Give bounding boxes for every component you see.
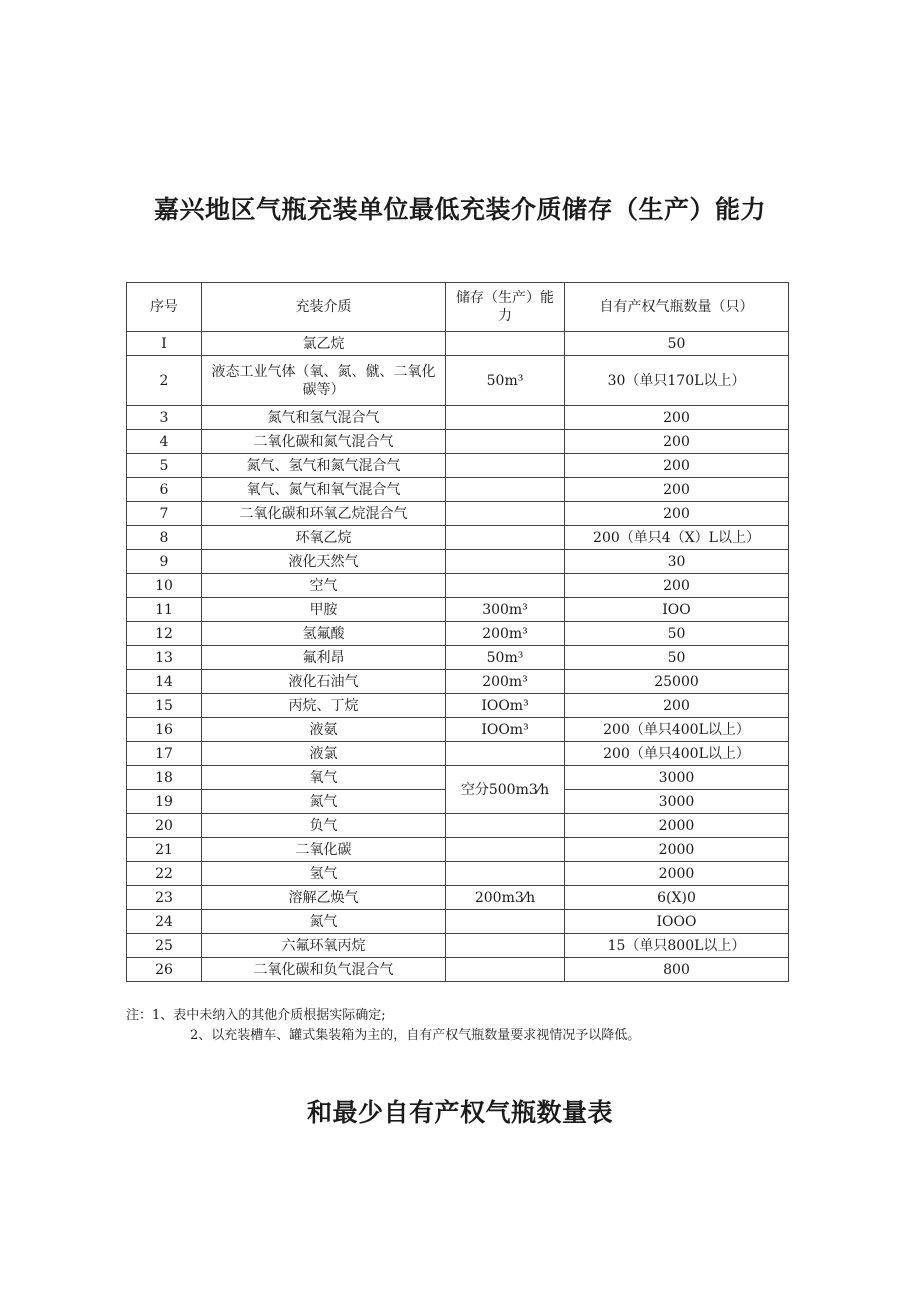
cell-medium: 氟利昂: [202, 646, 446, 670]
cell-count: 3000: [565, 790, 789, 814]
cell-no: 14: [127, 670, 202, 694]
header-count: 自有产权气瓶数量（只）: [565, 283, 789, 332]
table-row: [127, 814, 789, 838]
cell-count: 800: [565, 958, 789, 982]
table-row: [127, 886, 789, 910]
table-row: [127, 862, 789, 886]
table-row: [127, 766, 789, 790]
cell-medium: 氮气、氢气和氮气混合气: [202, 454, 446, 478]
cell-count: 25000: [565, 670, 789, 694]
cell-medium: 液化石油气: [202, 670, 446, 694]
cell-medium: 液态工业气体（氧、氮、僦、二氧化碳等）: [202, 356, 446, 406]
cell-count: IOO: [565, 598, 789, 622]
cell-no: 22: [127, 862, 202, 886]
cell-capacity: 空分500m3⁄h: [446, 766, 565, 814]
cell-capacity: 200m3⁄h: [446, 886, 565, 910]
cell-capacity: [446, 838, 565, 862]
table-row: [127, 646, 789, 670]
cell-medium: 溶解乙焕气: [202, 886, 446, 910]
cell-capacity: [446, 742, 565, 766]
cell-no: 7: [127, 502, 202, 526]
cell-count: 30: [565, 550, 789, 574]
cell-count: 2000: [565, 814, 789, 838]
cell-no: 16: [127, 718, 202, 742]
table-row: [127, 742, 789, 766]
cell-count: 2000: [565, 838, 789, 862]
cell-capacity: [446, 862, 565, 886]
note-2: 2、以充装槽车、罐式集装箱为主的，自有产权气瓶数量要求视情况予以降低。: [190, 1028, 641, 1043]
cell-count: 6(X)0: [565, 886, 789, 910]
cell-no: 3: [127, 406, 202, 430]
cell-capacity: 300m³: [446, 598, 565, 622]
cell-capacity: IOOm³: [446, 694, 565, 718]
cell-count: 3000: [565, 766, 789, 790]
cell-capacity: [446, 502, 565, 526]
cell-count: 200: [565, 574, 789, 598]
table-row: [127, 332, 789, 356]
cell-capacity: [446, 430, 565, 454]
header-medium: 充装介质: [202, 283, 446, 332]
cell-capacity: 200m³: [446, 670, 565, 694]
cell-capacity: [446, 550, 565, 574]
header-no: 序号: [127, 283, 202, 332]
cell-no: 6: [127, 478, 202, 502]
cell-count: IOOO: [565, 910, 789, 934]
cell-no: 25: [127, 934, 202, 958]
cell-count: 200: [565, 454, 789, 478]
cell-count: 200（单只400L以上）: [565, 718, 789, 742]
cell-medium: 环氧乙烷: [202, 526, 446, 550]
cell-medium: 二氧化碳和环氧乙烷混合气: [202, 502, 446, 526]
cell-capacity: [446, 454, 565, 478]
cell-no: 10: [127, 574, 202, 598]
cell-no: 9: [127, 550, 202, 574]
cell-capacity: [446, 934, 565, 958]
cell-medium: 二氧化碳: [202, 838, 446, 862]
table-row: [127, 694, 789, 718]
cell-capacity: [446, 478, 565, 502]
cell-medium: 六氟环氧丙烷: [202, 934, 446, 958]
table-row: [127, 958, 789, 982]
cell-count: 200: [565, 430, 789, 454]
cell-medium: 负气: [202, 814, 446, 838]
cell-medium: 氮气: [202, 910, 446, 934]
table-row: [127, 670, 789, 694]
cell-no: 21: [127, 838, 202, 862]
cell-count: 50: [565, 622, 789, 646]
cell-no: 5: [127, 454, 202, 478]
cell-count: 2000: [565, 862, 789, 886]
cell-medium: 氯乙烷: [202, 332, 446, 356]
cell-no: 24: [127, 910, 202, 934]
cell-no: 2: [127, 356, 202, 406]
table-row: [127, 454, 789, 478]
cell-no: 17: [127, 742, 202, 766]
cell-no: 23: [127, 886, 202, 910]
table-row: [127, 502, 789, 526]
table-row: [127, 838, 789, 862]
cell-capacity: [446, 406, 565, 430]
capacity-table: [126, 282, 789, 982]
cell-no: 20: [127, 814, 202, 838]
cell-capacity: [446, 814, 565, 838]
table-row: [127, 550, 789, 574]
cell-medium: 氮气和氢气混合气: [202, 406, 446, 430]
table-row: [127, 622, 789, 646]
cell-count: 200（单只400L以上）: [565, 742, 789, 766]
cell-medium: 空气: [202, 574, 446, 598]
page-subtitle: 和最少自有产权气瓶数量表: [306, 1098, 613, 1127]
cell-no: 26: [127, 958, 202, 982]
cell-medium: 氮气: [202, 790, 446, 814]
cell-medium: 氢气: [202, 862, 446, 886]
table-row: [127, 406, 789, 430]
table-row: [127, 526, 789, 550]
cell-count: 200: [565, 478, 789, 502]
cell-capacity: 200m³: [446, 622, 565, 646]
cell-medium: 液氯: [202, 742, 446, 766]
cell-capacity: [446, 910, 565, 934]
cell-capacity: [446, 958, 565, 982]
cell-no: 4: [127, 430, 202, 454]
cell-no: I: [127, 332, 202, 356]
cell-capacity: [446, 526, 565, 550]
cell-no: 15: [127, 694, 202, 718]
cell-medium: 液氨: [202, 718, 446, 742]
cell-count: 200: [565, 502, 789, 526]
table-row: [127, 478, 789, 502]
cell-medium: 氧气、氮气和氧气混合气: [202, 478, 446, 502]
cell-capacity: [446, 332, 565, 356]
cell-no: 11: [127, 598, 202, 622]
cell-count: 200: [565, 406, 789, 430]
cell-medium: 甲胺: [202, 598, 446, 622]
cell-medium: 氧气: [202, 766, 446, 790]
table-row: [127, 574, 789, 598]
page-title: 嘉兴地区气瓶充装单位最低充装介质储存（生产）能力: [153, 195, 766, 224]
table-row: [127, 430, 789, 454]
cell-no: 19: [127, 790, 202, 814]
cell-count: 200: [565, 694, 789, 718]
cell-no: 8: [127, 526, 202, 550]
cell-medium: 二氧化碳和氮气混合气: [202, 430, 446, 454]
cell-count: 50: [565, 332, 789, 356]
cell-no: 12: [127, 622, 202, 646]
cell-capacity: 50m³: [446, 646, 565, 670]
cell-count: 200（单只4（X）L以上）: [565, 526, 789, 550]
cell-medium: 丙烷、丁烷: [202, 694, 446, 718]
table-row: [127, 934, 789, 958]
cell-capacity: IOOm³: [446, 718, 565, 742]
table-row: [127, 356, 789, 406]
table-row: [127, 910, 789, 934]
table-row: [127, 718, 789, 742]
table-notes: [126, 1006, 640, 1046]
cell-capacity: 50m³: [446, 356, 565, 406]
cell-capacity: [446, 574, 565, 598]
header-capacity: 储存（生产）能力: [446, 283, 565, 332]
table-header-row: [127, 283, 789, 332]
cell-count: 30（单只170L以上）: [565, 356, 789, 406]
note-1: 注：1、表中未纳入的其他介质根据实际确定;: [126, 1008, 386, 1023]
cell-no: 18: [127, 766, 202, 790]
cell-medium: 二氧化碳和负气混合气: [202, 958, 446, 982]
cell-medium: 液化天然气: [202, 550, 446, 574]
cell-count: 15（单只800L以上）: [565, 934, 789, 958]
cell-no: 13: [127, 646, 202, 670]
table-row: [127, 598, 789, 622]
cell-medium: 氢氟酸: [202, 622, 446, 646]
cell-count: 50: [565, 646, 789, 670]
